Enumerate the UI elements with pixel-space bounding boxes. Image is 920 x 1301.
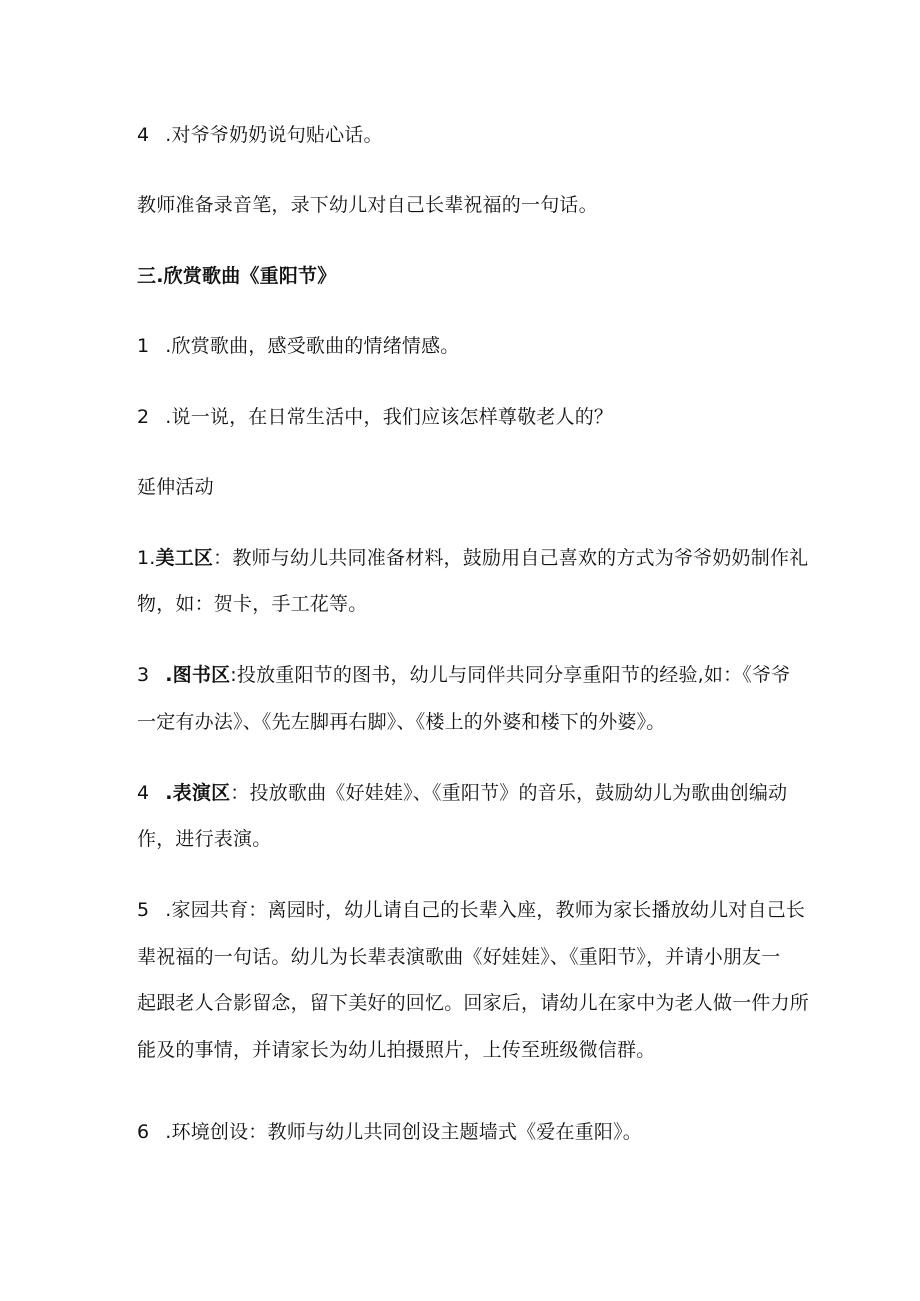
paragraph-library-area-line1 <box>137 663 790 687</box>
list-number: 6 <box>137 1121 150 1143</box>
paragraph-teacher-prep <box>137 193 598 217</box>
paragraph-art-area-line2 <box>137 592 367 616</box>
paragraph-text: 物，如：贺卡，手工花等。 <box>137 593 368 615</box>
list-number: 1 <box>137 335 150 357</box>
paragraph-home-school-line3 <box>137 991 809 1015</box>
paragraph-home-school-line1 <box>137 898 805 922</box>
paragraph-step-1 <box>137 334 460 358</box>
paragraph-text: ：投放歌曲《好娃娃》、《重阳节》的音乐，鼓励幼儿为歌曲创编动 <box>230 782 788 804</box>
paragraph-library-area-line2 <box>137 710 666 734</box>
paragraph-text: .说一说，在日常生活中，我们应该怎样尊敬老人的？ <box>165 406 614 428</box>
paragraph-text: ：教师与幼儿共同准备材料，鼓励用自己喜欢的方式为爷爷奶奶制作礼 <box>213 547 809 569</box>
subheading-text: 延伸活动 <box>137 476 214 498</box>
subheading-extension <box>137 475 214 499</box>
list-number: 5 <box>137 899 150 921</box>
list-number: 4 <box>137 124 150 146</box>
paragraph-step-4 <box>137 123 383 147</box>
area-name-bold: .图书区 <box>165 664 231 686</box>
paragraph-text: 起跟老人合影留念，留下美好的回忆。回家后，请幼儿在家中为老人做一件力所 <box>137 992 810 1014</box>
paragraph-text: .环境创设：教师与幼儿共同创设主题墙式《爱在重阳》。 <box>165 1121 642 1143</box>
paragraph-text: .对爷爷奶奶说句贴心话。 <box>165 124 383 146</box>
item-prefix: 1. <box>137 547 156 569</box>
paragraph-performance-area-line1 <box>137 781 787 805</box>
list-number: 2 <box>137 406 150 428</box>
area-name-bold: .表演区 <box>165 782 231 804</box>
paragraph-home-school-line4 <box>137 1038 655 1062</box>
paragraph-text: 能及的事情，并请家长为幼儿拍摄照片，上传至班级微信群。 <box>137 1039 656 1061</box>
list-number: 4 <box>137 782 150 804</box>
heading-text: 三.欣赏歌曲《重阳节》 <box>137 265 337 287</box>
paragraph-performance-area-line2 <box>137 827 271 851</box>
paragraph-text: :投放重阳节的图书，幼儿与同伴共同分享重阳节的经验,如：《爷爷 <box>230 664 791 686</box>
list-number: 3 <box>137 664 150 686</box>
paragraph-text: 辈祝福的一句话。幼儿为长辈表演歌曲《好娃娃》、《重阳节》，并请小朋友一 <box>137 946 781 968</box>
paragraph-home-school-line2 <box>137 945 781 969</box>
paragraph-text: 作，进行表演。 <box>137 828 272 850</box>
paragraph-art-area-line1 <box>137 546 808 570</box>
paragraph-step-2 <box>137 405 613 429</box>
paragraph-text: .家园共育：离园时，幼儿请自己的长辈入座，教师为家长播放幼儿对自己长 <box>165 899 806 921</box>
paragraph-text: 教师准备录音笔，录下幼儿对自己长辈祝福的一句话。 <box>137 194 598 216</box>
section-heading-3 <box>137 264 336 288</box>
area-name-bold: 美工区 <box>155 547 214 569</box>
paragraph-text: .欣赏歌曲，感受歌曲的情绪情感。 <box>165 335 460 357</box>
paragraph-text: 一定有办法》、《先左脚再右脚》、《楼上的外婆和楼下的外婆》。 <box>137 711 666 733</box>
paragraph-environment <box>137 1120 642 1144</box>
